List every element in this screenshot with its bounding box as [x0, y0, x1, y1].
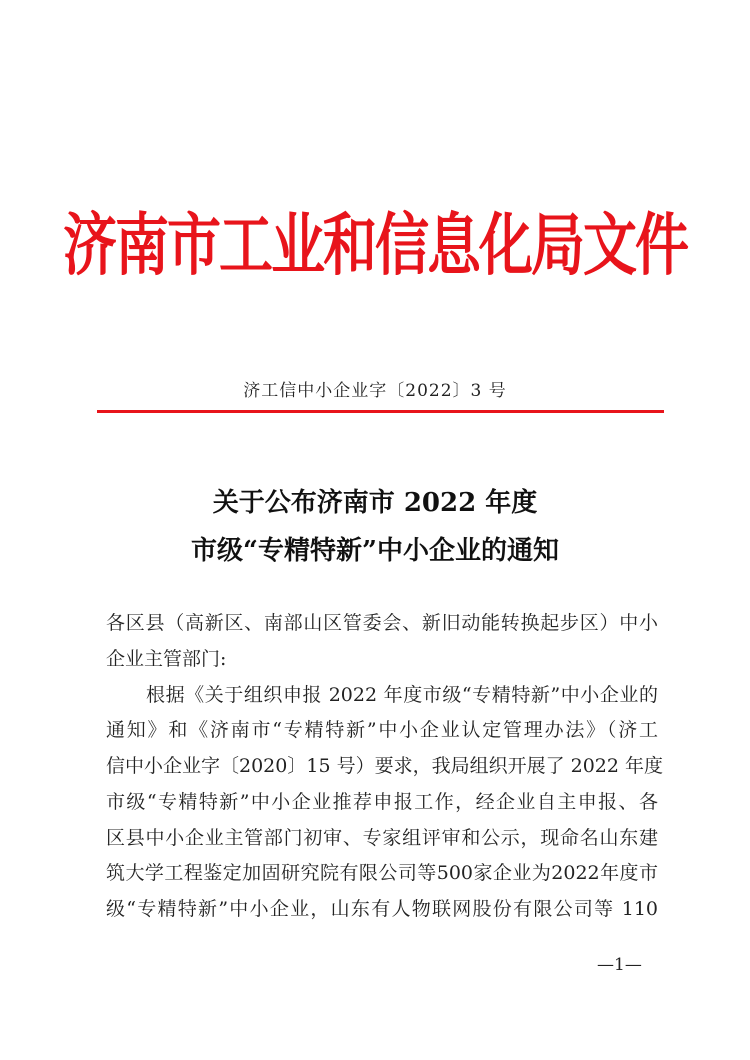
notice-title-line-2: 市级“专精特新”中小企业的通知 — [191, 536, 559, 566]
body-line: 市级“专精特新”中小企业推荐申报工作，经企业自主申报、各 — [106, 791, 658, 813]
body-line: 通知》和《济南市“专精特新”中小企业认定管理办法》（济工 — [106, 719, 658, 741]
body-line: 级“专精特新”中小企业，山东有人物联网股份有限公司等 110 — [106, 898, 658, 920]
notice-title-line-1: 关于公布济南市 2022 年度 — [212, 488, 538, 518]
document-number: 济工信中小企业字〔2022〕3 号 — [243, 381, 507, 401]
page-number: —1— — [597, 955, 642, 975]
body-line: 各区县（高新区、南部山区管委会、新旧动能转换起步区）中小 — [106, 612, 658, 634]
body-line: 信中小企业字〔2020〕15 号）要求，我局组织开展了 2022 年度 — [106, 755, 664, 777]
body-line: 根据《关于组织申报 2022 年度市级“专精特新”中小企业的 — [146, 684, 658, 706]
red-divider-line — [97, 410, 664, 413]
body-line: 筑大学工程鉴定加固研究院有限公司等500家企业为2022年度市 — [106, 862, 658, 884]
body-line: 企业主管部门: — [106, 648, 227, 670]
body-line: 区县中小企业主管部门初审、专家组评审和公示，现命名山东建 — [106, 827, 658, 849]
document-header-title: 济南市工业和信息化局文件 — [63, 204, 687, 285]
